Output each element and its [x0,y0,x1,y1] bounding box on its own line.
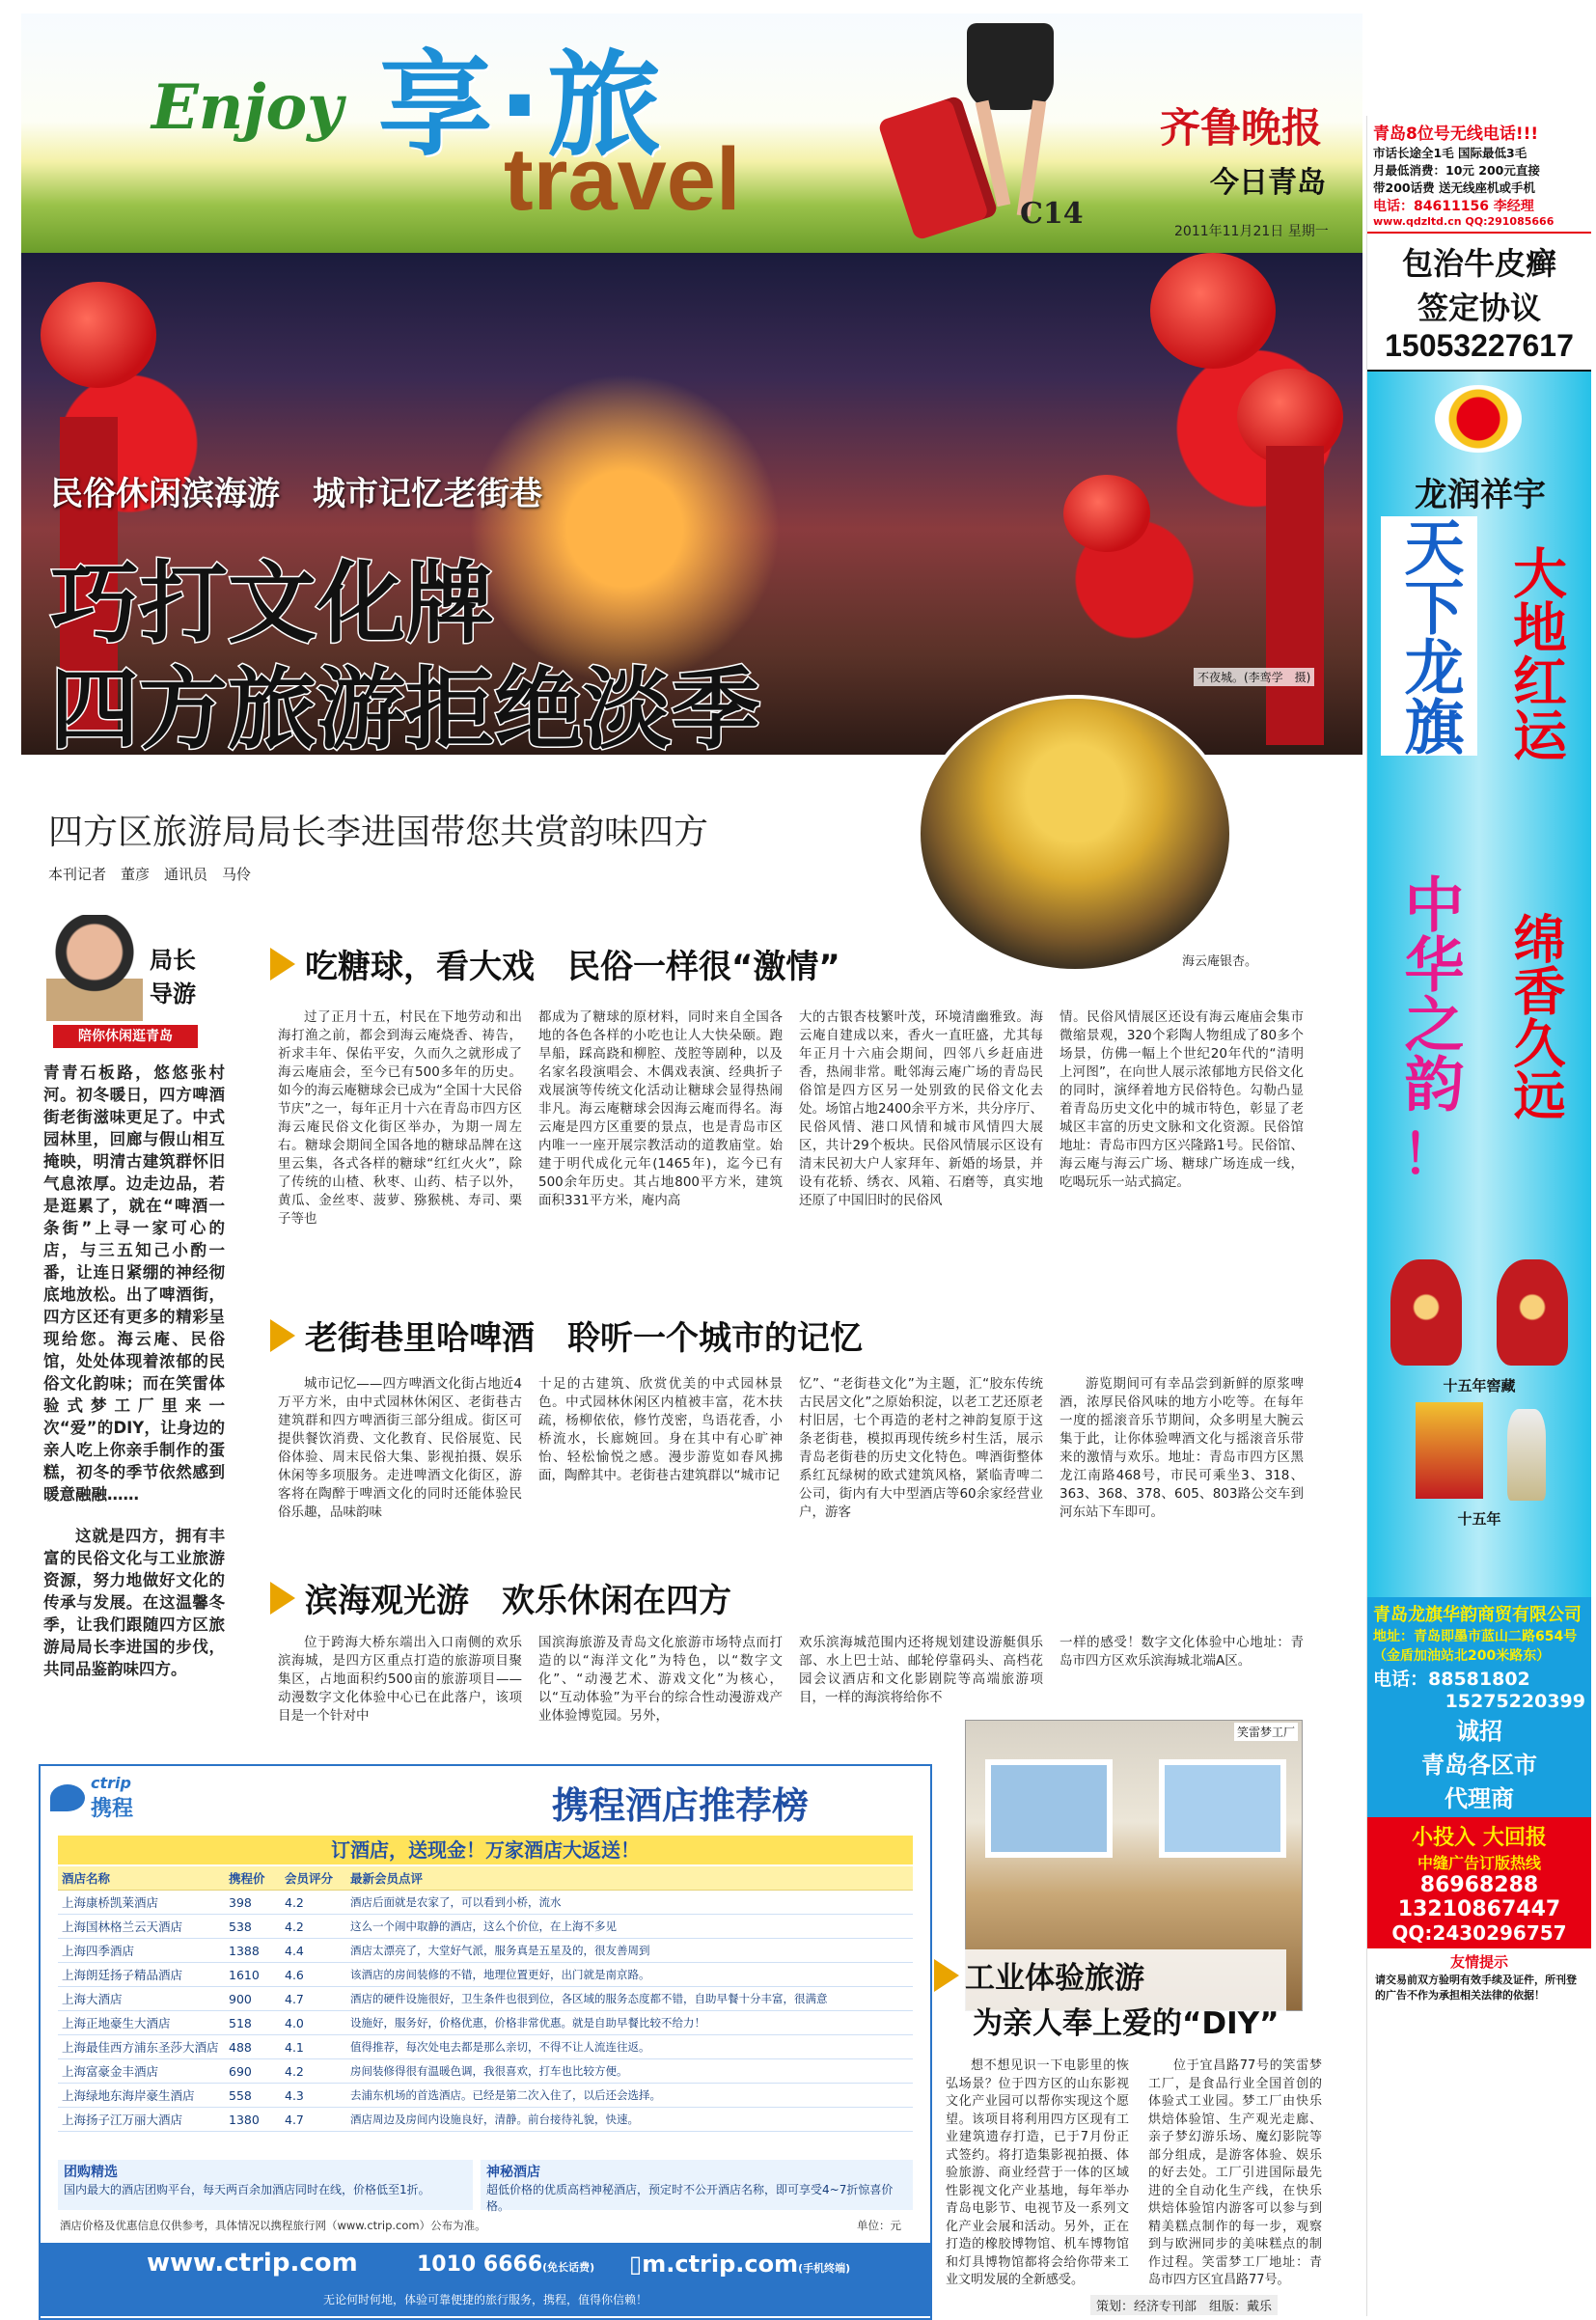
col-header: 携程价 [225,1866,281,1891]
hotel-name-cell: 上海四季酒店 [58,1939,225,1963]
slogan-red-1: 大地红运 [1504,545,1567,761]
slogan-red-2: 绵香久远 [1505,912,1566,1120]
price-cell: 900 [225,1987,281,2011]
slogan-blue: 天下龙旗 [1381,516,1477,756]
psoriasis-ad[interactable]: 包治牛皮癣 签定协议 15053227617 [1367,234,1591,372]
review-cell: 酒店的硬件设施很好，卫生条件也很到位，各区域的服务态度都不错，自助早餐十分丰富，很满意 [346,1987,913,2011]
factory-col-2: 位于宜昌路77号的笑雷梦工厂，是食品行业全国首创的体验式工业园。梦工厂由快乐烘焙体验馆、生产观光走廊、亲子梦幻游乐场、魔幻影院等部分组成，是游客体验、娱乐的好去处。工厂引进国际最先进的全自动化生产线，在快乐烘焙体验馆内游客可以参与到精美糕点制作的每一步，观察到与欧洲同步的美味糕点的制作过程。笑雷梦工厂地址：青岛市四方区宜昌路77号。 [1148,2058,1322,2287]
factory-credit: 策划：经济专刊部 组版：戴乐 [1090,2295,1278,2315]
table-row[interactable] [58,1915,913,1939]
rating-cell: 4.7 [281,1987,346,2011]
section-3-col-3: 欢乐滨海城范围内还将规划建设游艇俱乐部、水上巴士站、邮轮停靠码头、高档花园会议酒店和文化影剧院等高端旅游项目，一样的海滨将给你不 [799,1635,1043,1705]
wifi-ad[interactable]: 青岛8位号无线电话!!! 市话长途全1毛 国际最低3毛 月最低消费：10元 200元直接 带200话费 送无线座机或手机 电话：84611156 李经理 www.qdzltd.cn QQ:291085666 [1367,116,1591,234]
rating-cell: 4.4 [281,1939,346,1963]
section-3-col-1: 位于跨海大桥东端出入口南侧的欢乐滨海城，是四方区重点打造的旅游项目聚集区，占地面积约500亩的旅游项目——动漫数字文化体验中心已在此落户，该项目是一个针对中 [278,1635,522,1724]
review-cell: 这么一个闹中取静的酒店，这么个价位，在上海不多见 [346,1915,913,1939]
triangle-bullet-icon [270,1582,295,1615]
factory-heading: 工业体验旅游 为亲人奉上爱的“DIY” [926,1949,1286,2046]
promo-mystery-hotel[interactable]: 神秘酒店 超低价格的优质高档神秘酒店，预定时不公开酒店名称，即可享受4~7折惊喜价格。 [481,2160,913,2210]
ctrip-disclaimer: 酒店价格及优惠信息仅供参考，具体情况以携程旅行网（www.ctrip.com）公布为准。 [60,2219,486,2232]
review-cell: 去浦东机场的首选酒店。已经是第二次入住了，以后还会选择。 [346,2084,913,2108]
review-cell: 酒店后面就是农家了，可以看到小桥，流水 [346,1891,913,1915]
banner-subhead: 四方区旅游局局长李进国带您共赏韵味四方 [48,813,709,852]
factory-col-1: 想不想见识一下电影里的恢弘场景？位于四方区的山东影视文化产业园可以帮你实现这个愿望。该项目将利用四方区现有工业建筑遗存打造，已于7月份正式签约。将打造集影视拍摄、体验旅游、商业经营于一体的区域性影视文化产业基地，每年举办青岛电影节、电视节及一系列文化产业会展和活动。另外，正在打造的橡胶博物馆、机车博物馆和灯具博物馆都将会给你带来工业文明发展的全新感受。 [946,2058,1129,2287]
guide-tag: 陪你休闲逛青岛 [53,1025,198,1048]
ctrip-footer [41,2243,930,2316]
review-cell: 值得推荐，每次处电去都是那么亲切，不得不让人流连往返。 [346,2035,913,2059]
ctrip-tagline: 订酒店，送现金！万家酒店大返送！ [58,1836,913,1864]
section-2-heading: 老街巷里哈啤酒 聆听一个城市的记忆 [270,1312,863,1359]
hotel-name-cell: 上海大酒店 [58,1987,225,2011]
edition-label: 今日青岛 [1210,166,1326,200]
section-3-heading: 滨海观光游 欢乐休闲在四方 [270,1574,731,1621]
price-cell: 398 [225,1891,281,1915]
ctrip-slogan: 无论何时何地，体验可靠便捷的旅行服务，携程，值得你信赖！ [322,2293,647,2306]
liquor-box [1416,1402,1483,1499]
section-1-col-4: 情。民俗风情展区还设有海云庵庙会集市微缩景观，320个彩陶人物组成了80多个场景，仿佛一幅上个世纪20年代的“清明上河图”，在向世人展示浓郁地方民俗文化的同时，演绎着地方民俗特色。勾勒凸显着青岛历史文化中的城市特色，彰显了老城区丰富的历史文脉和文化资源。民俗馆地址：青岛市四方区兴隆路1号。民俗馆、海云庵与海云广场、糖球广场连成一线，吃喝玩乐一站式搞定。 [1059,1009,1304,1190]
section-3-col-2: 国滨海旅游及青岛文化旅游市场特点而打造的以“海洋文化”为特色，以“数字文化”、“动漫艺术、游戏文化”为核心，以“互动体验”为平台的综合性动漫游戏产业体验博览园。另外， [538,1635,783,1724]
friendly-notice: 友情提示 请交易前双方验明有效手续及证件，所刊登的广告不作为承担相关法律的依据！ [1367,1948,1591,2005]
section-1-col-1: 过了正月十五，村民在下地劳动和出海打渔之前，都会到海云庵烧香、祷告，祈求丰年、保佑平安，久而久之就形成了海云庵庙会，至今已有500多年的历史。如今的海云庵糖球会已成为“全国十大民俗节庆”之一，每年正月十六在青岛市四方区海云庵民俗文化街区举办，为期一周左右。糖球会期间全国各地的糖球品牌在这里云集，各式各样的糖球“红红火火”，除了传统的山楂、秋枣、山药、桔子以外，黄瓜、金丝枣、菠萝、猕猴桃、寿司、栗子等也 [278,1009,522,1227]
ad-column [1366,116,1591,2316]
table-row[interactable] [58,1963,913,1987]
triangle-bullet-icon [270,948,295,980]
suitcase-illustration [870,23,1121,245]
ctrip-ad [39,1764,932,2320]
table-row[interactable] [58,1939,913,1963]
section-2-col-2: 十足的古建筑、欣赏优美的中式园林景色。中式园林休闲区内植被丰富，花木扶疏，杨柳依依，修竹茂密，鸟语花香，小桥流水，长廊婉回。身在其中有心旷神怡、轻松愉悦之感。漫步游览如春风拂面，陶醉其中。老街巷古建筑群以“城市记 [538,1376,783,1483]
price-cell: 488 [225,2035,281,2059]
price-cell: 558 [225,2084,281,2108]
rating-cell: 4.2 [281,1891,346,1915]
banner-photo-caption: 不夜城。(李鸾学 摄) [1194,668,1314,686]
triangle-bullet-icon [270,1319,295,1352]
review-cell: 酒店太漂亮了，大堂好气派，服务真是五星及的，很友善周到 [346,1939,913,1963]
hotel-table [58,1866,913,2132]
hotel-name-cell: 上海朗廷扬子精品酒店 [58,1963,225,1987]
section-2-col-3: 忆”、“老街巷文化”为主题，汇“胶东传统古民居文化”之原始积淀，以老工艺还原老村旧居，七个再造的老村之神韵复原于这条老街巷，模拟再现传统乡村生活，展示青岛老街巷的历史文化特色。啤酒街整体系红瓦绿树的欧式建筑风格，紧临青啤二公司，街内有大中型酒店等60余家经营业户，游客 [799,1376,1043,1520]
price-cell: 1380 [225,2108,281,2132]
dolphin-icon [50,1784,85,1811]
table-row[interactable] [58,2059,913,2084]
rating-cell: 4.1 [281,2035,346,2059]
guide-intro-2: 这就是四方，拥有丰富的民俗文化与工业旅游资源，努力地做好文化的传承与发展。在这温馨冬季，让我们跟随四方区旅游局局长李进国的步伐，共同品鉴韵味四方。 [43,1527,225,1678]
ginkgo-photo [917,695,1233,973]
table-row[interactable] [58,2108,913,2132]
section-1-col-3: 大的古银杏枝繁叶茂，环境清幽雅致。海云庵自建成以来，香火一直旺盛，尤其每年正月十六庙会期间，四邻八乡赶庙进香，热闹非常。毗邻海云庵广场的青岛民俗馆是四方区另一处别致的民俗文化去处。场馆占地2400余平方米，共分序厅、民俗风情、港口风情和城市风情四大展区，共计29个板块。民俗风情展示区设有清末民初大户人家拜年、新婚的场景，并设有花轿、绣衣、风箱、石磨等，真实地还原了中国旧时的民俗风 [799,1009,1043,1208]
rating-cell: 4.3 [281,2084,346,2108]
review-cell: 该酒店的房间装修的不错，地理位置更好，出门就是南京路。 [346,1963,913,1987]
factory-photo-caption: 笑雷梦工厂 [1234,1723,1298,1741]
guide-portrait [46,915,143,1021]
ctrip-mobile-link[interactable]: ▯m.ctrip.com(手机终端) [629,2251,851,2278]
hotel-name-cell: 上海最佳西方浦东圣莎大酒店 [58,2035,225,2059]
rating-cell: 4.6 [281,1963,346,1987]
ctrip-title: 携程酒店推荐榜 [552,1784,810,1827]
col-header: 最新会员点评 [346,1866,913,1891]
banner-photo [21,253,1362,755]
hotel-name-cell: 上海富豪金丰酒店 [58,2059,225,2084]
table-row[interactable] [58,1891,913,1915]
section-2-col-4: 游览期间可有幸品尝到新鲜的原浆啤酒，浓厚民俗风味的地方小吃等。在每年一度的摇滚音乐节期间，众多明星大腕云集于此，让你体验啤酒文化与摇滚音乐带来的激情与欢乐。地址：青岛市四方区黑龙江南路468号，市民可乘坐3、318、363、368、378、605、803路公交车到河东站下车即可。 [1059,1376,1304,1520]
guide-label-2: 导游 [150,980,196,1008]
hotel-name-cell: 上海正地豪生大酒店 [58,2011,225,2035]
section-3-col-4: 一样的感受！数字文化体验中心地址：青岛市四方区欢乐滨海城北端A区。 [1059,1635,1304,1669]
guide-label-1: 局长 [150,947,196,974]
masthead [21,14,1362,253]
price-cell: 1610 [225,1963,281,1987]
table-row[interactable] [58,2084,913,2108]
hotel-name-cell: 上海国林格兰云天酒店 [58,1915,225,1939]
hotel-table-wrap [58,1866,913,2132]
masthead-title-cn: 享·旅 [378,39,667,172]
dragon-logo-icon [1435,385,1522,453]
rating-cell: 4.7 [281,2108,346,2132]
product-label-1: 十五年窖藏 [1443,1377,1516,1395]
rating-cell: 4.2 [281,2059,346,2084]
table-row[interactable] [58,1987,913,2011]
review-cell: 设施好，服务好，价格优惠，价格非常优惠。就是自助早餐比较不给力！ [346,2011,913,2035]
liquor-bottle-3 [1507,1409,1546,1501]
price-cell: 690 [225,2059,281,2084]
slogan-pink: 中华之韵 ！ [1394,873,1465,1187]
liquor-bottle-1 [1390,1259,1462,1366]
ctrip-phone[interactable]: 1010 6666(免长话费) [417,2252,595,2277]
ginkgo-caption: 海云庵银杏。 [1182,954,1258,969]
enjoy-script: Enjoy [151,71,344,144]
issue-date: 2011年11月21日 星期一 [1174,224,1329,239]
price-cell: 538 [225,1915,281,1939]
section-2-col-1: 城市记忆——四方啤酒文化街占地近4万平方米，由中式园林休闲区、老街巷古建筑群和四方啤酒街三部分组成。街区可提供餐饮消费、文化教育、民俗展览、民俗体验、周末民俗大集、影视拍摄、娱乐休闲等多项服务。走进啤酒文化街区，游客将在陶醉于啤酒文化的同时还能体验民俗乐趣，品味韵味 [278,1376,522,1520]
banner-headline-2: 四方旅游拒绝淡季 [50,658,761,755]
liquor-ad[interactable] [1367,372,1591,1597]
liquor-bottle-2 [1497,1259,1568,1366]
hotel-name-cell: 上海康桥凯莱酒店 [58,1891,225,1915]
section-1-heading: 吃糖球，看大戏 民俗一样很“激情” [270,940,840,987]
ctrip-logo[interactable]: ctrip 携程 [50,1774,133,1822]
product-label-2: 十五年 [1457,1510,1501,1528]
promo-group-buy[interactable]: 团购精选 国内最大的酒店团购平台，每天两百余加酒店同时在线，价格低至1折。 [58,2160,473,2210]
paper-name: 齐鲁晚报 [1160,104,1323,152]
company-ad[interactable]: 青岛龙旗华韵商贸有限公司 地址：青岛即墨市蓝山二路654号 （金盾加油站北200米路东） 电话：88581802 15275220399 诚招 青岛各区市 代理商 [1367,1597,1591,1817]
col-header: 会员评分 [281,1866,346,1891]
hotel-name-cell: 上海扬子江万丽大酒店 [58,2108,225,2132]
price-cell: 1388 [225,1939,281,1963]
review-cell: 酒店周边及房间内设施良好，清静。前台接待礼貌，快速。 [346,2108,913,2132]
col-header: 酒店名称 [58,1866,225,1891]
section-1-col-2: 都成为了糖球的原材料，同时来自全国各地的各色各样的小吃也让人大快朵颐。跑旱船，踩高跷和柳腔、茂腔等剧种，以及名家名段演唱会、木偶戏表演、经典折子戏展演等传统文化活动让糖球会显得热闹非凡。海云庵糖球会因海云庵而得名。海云庵是四方区重要的景点，也是青岛市区内唯一一座开展宗教活动的道教庙堂。始建于明代成化元年(1465年)，迄今已有500余年历史。其占地800平方米，建筑面积331平方米，庵内高 [538,1009,783,1208]
table-row[interactable] [58,2035,913,2059]
rating-cell: 4.0 [281,2011,346,2035]
classified-ad[interactable]: 小投入 大回报 中缝广告订版热线 86968288 13210867447 QQ:2430296757 [1367,1817,1591,1948]
review-cell: 房间装修得很有温暖色调，我很喜欢，打车也比较方便。 [346,2059,913,2084]
masthead-title-en: travel [504,130,741,229]
page-number: C14 [1020,197,1084,231]
liquor-brand: 龙润祥宇 [1415,476,1546,514]
hotel-name-cell: 上海绿地东海岸豪生酒店 [58,2084,225,2108]
ctrip-unit: 单位：元 [857,2219,901,2232]
price-cell: 518 [225,2011,281,2035]
banner-headline-1: 巧打文化牌 [50,552,495,655]
ctrip-url-link[interactable]: www.ctrip.com [147,2249,358,2278]
phone-icon: ▯ [629,2251,643,2278]
guide-intro: 青青石板路，悠悠张村河。初冬暖日，四方啤酒街老街滋味更足了。中式园林里，回廊与假山相互掩映，明清古建筑群怀旧气息浓厚。边走边品，若是逛累了，就在“啤酒一条街”上寻一家可心的店，与三五知己小酌一番，让连日紧绷的神经彻底地放松。出了啤酒街，四方区还有更多的精彩呈现给您。海云庵、民俗馆，处处体现着浓郁的民俗文化韵味；而在笑雷体验式梦工厂里来一次“爱”的DIY，让身边的亲人吃上你亲手制作的蛋糕，初冬的季节依然感到暖意融融…… [43,1063,225,1504]
triangle-bullet-icon [934,1959,959,1992]
table-row[interactable] [58,2011,913,2035]
banner-kicker: 民俗休闲滨海游 城市记忆老街巷 [50,475,542,513]
rating-cell: 4.2 [281,1915,346,1939]
byline: 本刊记者 董彦 通讯员 马伶 [48,866,252,883]
